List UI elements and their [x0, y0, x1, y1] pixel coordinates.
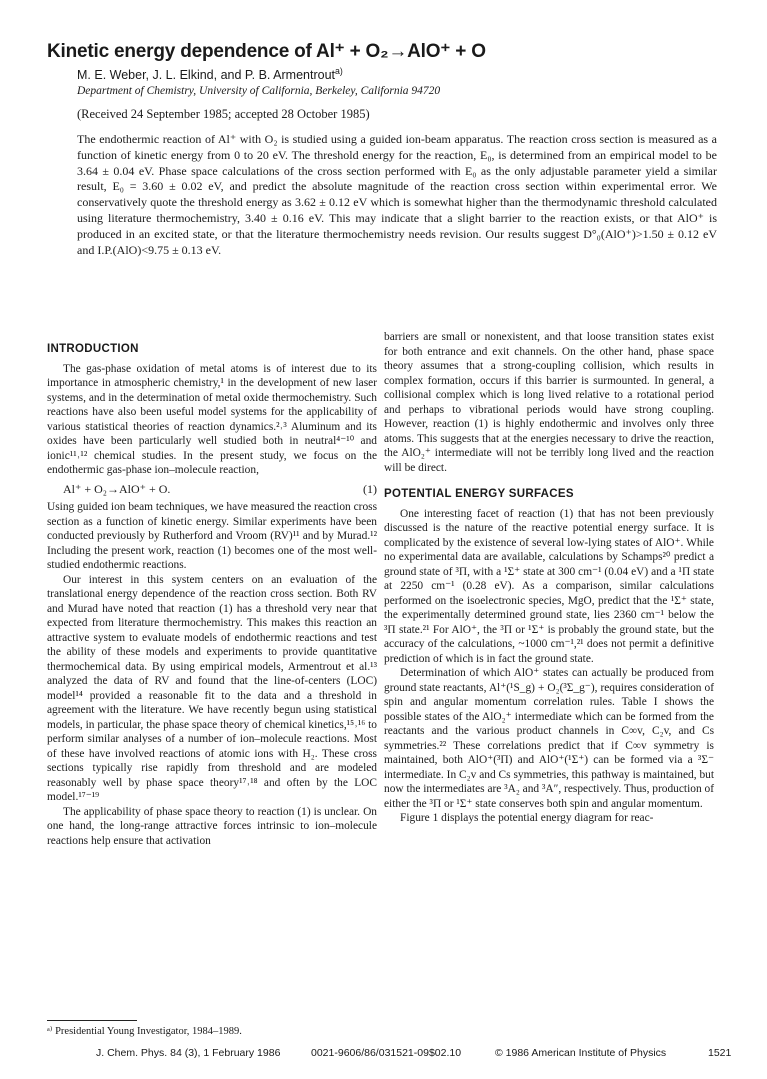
footer-copyright: © 1986 American Institute of Physics — [495, 1047, 667, 1059]
footer-journal: J. Chem. Phys. 84 (3), 1 February 1986 — [96, 1047, 281, 1059]
left-column — [47, 342, 377, 848]
received-dates: (Received 24 September 1985; accepted 28 October 1985) — [77, 107, 370, 121]
abstract: The endothermic reaction of Al⁺ with O₂ is studied using a guided ion-beam apparatus. The reaction cross section is measured as a function of kinetic energy from 0 to 20 eV. The threshold energy for the reaction, E₀, is determined from an empirical model to be 3.64 ± 0.04 eV. Phase space calculations of the cross section performed with E₀ as the only adjustable parameter yield a similar result, E₀ = 3.60 ± 0.02 eV, and predict the absolute magnitude of the reaction cross section within experimental error. We conservatively quote the threshold energy as 3.62 ± 0.12 eV which is somewhat higher than the thermodynamic threshold calculated using literature thermochemistry, 3.40 ± 0.16 eV. This may indicate that a slight barrier to the reaction exists, or that AlO⁺ is produced in an excited state, or that the literature thermochemistry needs revision. Our results suggest D°₀(AlO⁺)>1.50 ± 0.12 eV and I.P.(AlO)<9.75 ± 0.13 eV. — [77, 132, 717, 257]
equation-number: (1) — [363, 481, 377, 496]
right-column — [384, 330, 714, 826]
footnote-divider — [47, 1020, 137, 1021]
article-title: Kinetic energy dependence of Al⁺ + O₂→AlO⁺ + O — [47, 41, 486, 62]
equation-text: Al⁺ + O₂→AlO⁺ + O. — [63, 481, 171, 496]
pes-paragraph-2: Determination of which AlO⁺ states can actually be produced from ground state reactants, Al⁺(¹S_g) + O₂(³Σ_g⁻), requires consideration of spin and angular momentum correlation rules. Table I shows the possible states of the AlO₂⁺ intermediate which can be formed from the reactants and the various product channels in C∞v, C₂v, and Cs symmetries.²² These correlations predict that if C∞v symmetry is maintained, both AlO⁺(³Π) and AlO⁺(¹Σ⁺) can be formed via a ³Σ⁻ intermediate. In C₂v and Cs symmetries, this pathway is maintained, but now the intermediates are ³A₂ and ³A″, respectively. Thus, production of either the ³Π or ¹Σ⁺ state conserves both spin and angular momentum. — [384, 667, 714, 810]
section-heading-potential-energy-surfaces: POTENTIAL ENERGY SURFACES — [384, 488, 574, 500]
footnote: ᵃ⁾ Presidential Young Investigator, 1984–1989. — [47, 1026, 242, 1037]
affiliation: Department of Chemistry, University of California, Berkeley, California 94720 — [77, 85, 441, 97]
authors: M. E. Weber, J. L. Elkind, and P. B. Armentrout — [77, 68, 335, 82]
intro-paragraph-3: Our interest in this system centers on an evaluation of the translational energy dependence of the reaction cross section. Both RV and Murad have noted that reaction (1) has a threshold very near that expected from literature thermochemistry. This makes this reaction an attractive system to evaluate models of endothermic reactions and test the ability of these models and experiments to provide quantitative thermochemical data. By using empirical models, Armentrout et al.¹³ analyzed the data of RV and found that the line-of-centers (LOC) model¹⁴ provided a reasonable fit to the data and a threshold in agreement with the literature. We have recently begun using statistical models, in particular, the phase space theory of chemical kinetics,¹⁵˒¹⁶ to perform similar analyses of a number of ion–molecule reactions. Most of these have involved reactions of atomic ions with H₂. These cross sections typically rise rapidly from threshold and are modeled reasonably well by phase space theory¹⁷˒¹⁸ and often by the LOC model.¹⁷⁻¹⁹ — [47, 573, 377, 803]
pes-paragraph-1: One interesting facet of reaction (1) that has not been previously discussed is the nature of the reactive potential energy surface. It is complicated by the existence of several low-lying states of AlO⁺. While no experimental data are available, calculations by Schamps²⁰ predict a ground state of ³Π, with a ¹Σ⁺ state at 300 cm⁻¹ (0.04 eV) and a ¹Π state at 2250 cm⁻¹ (0.28 eV). As a comparison, similar calculations performed on the isoelectronic species, MgO, predict that the ¹Σ⁺ state, the experimentally determined ground state, lies 2360 cm⁻¹ below the ³Π state.²¹ For AlO⁺, the ³Π or ¹Σ⁺ is probably the ground state, but the accuracy of the calculations, ~1000 cm⁻¹,²¹ does not permit a definitive prediction of which is in fact the ground state. — [384, 507, 714, 665]
author-line — [77, 65, 717, 82]
equation-1 — [47, 478, 377, 501]
author-footnote-marker: a) — [335, 65, 343, 76]
section-heading-introduction: INTRODUCTION — [47, 343, 139, 355]
footer-code: 0021-9606/86/031521-09$02.10 — [311, 1047, 462, 1059]
intro-paragraph-1: The gas-phase oxidation of metal atoms is of interest due to its importance in atmospheric chemistry,¹ in the development of new laser systems, and in the determination of metal oxide thermochemistry. Such reactions have also been useful model systems for the applicability of various statistical theories of reaction dynamics.²˒³ Aluminum and its oxides have been particularly well studied both in neutral⁴⁻¹⁰ and ionic¹¹˒¹² chemical studies. In the present study, we focus on the endothermic gas-phase ion–molecule reaction, — [47, 362, 377, 476]
pes-paragraph-3: Figure 1 displays the potential energy diagram for reac- — [400, 812, 654, 824]
intro-paragraph-5: barriers are small or nonexistent, and that loose transition states exist for both entrance and exit channels. On the other hand, phase space theory assumes that a strong-coupling collision, which results in complex formation, occurs if this barrier is surmounted. In general, a collisional complex which is long lived relative to a rotational period and perhaps to vibrational periods would have strong coupling. However, reaction (1) is highly endothermic and involves only three atoms. This suggests that at the energies necessary to drive the reaction, the AlO₂⁺ intermediate will not be terribly long lived and the reaction will be direct. — [384, 331, 714, 474]
page-number: 1521 — [708, 1047, 732, 1059]
intro-paragraph-4: The applicability of phase space theory to reaction (1) is unclear. On one hand, the long-range attractive forces intrinsic to ion–molecule reactions help ensure that activation — [47, 805, 377, 847]
intro-paragraph-2: Using guided ion beam techniques, we have measured the reaction cross section as a function of kinetic energy. Similar experiments have been conducted previously by Rutherford and Vroom (RV)¹¹ and by Murad.¹² Including the present work, reaction (1) becomes one of the most well-studied endothermic reactions. — [47, 501, 377, 571]
